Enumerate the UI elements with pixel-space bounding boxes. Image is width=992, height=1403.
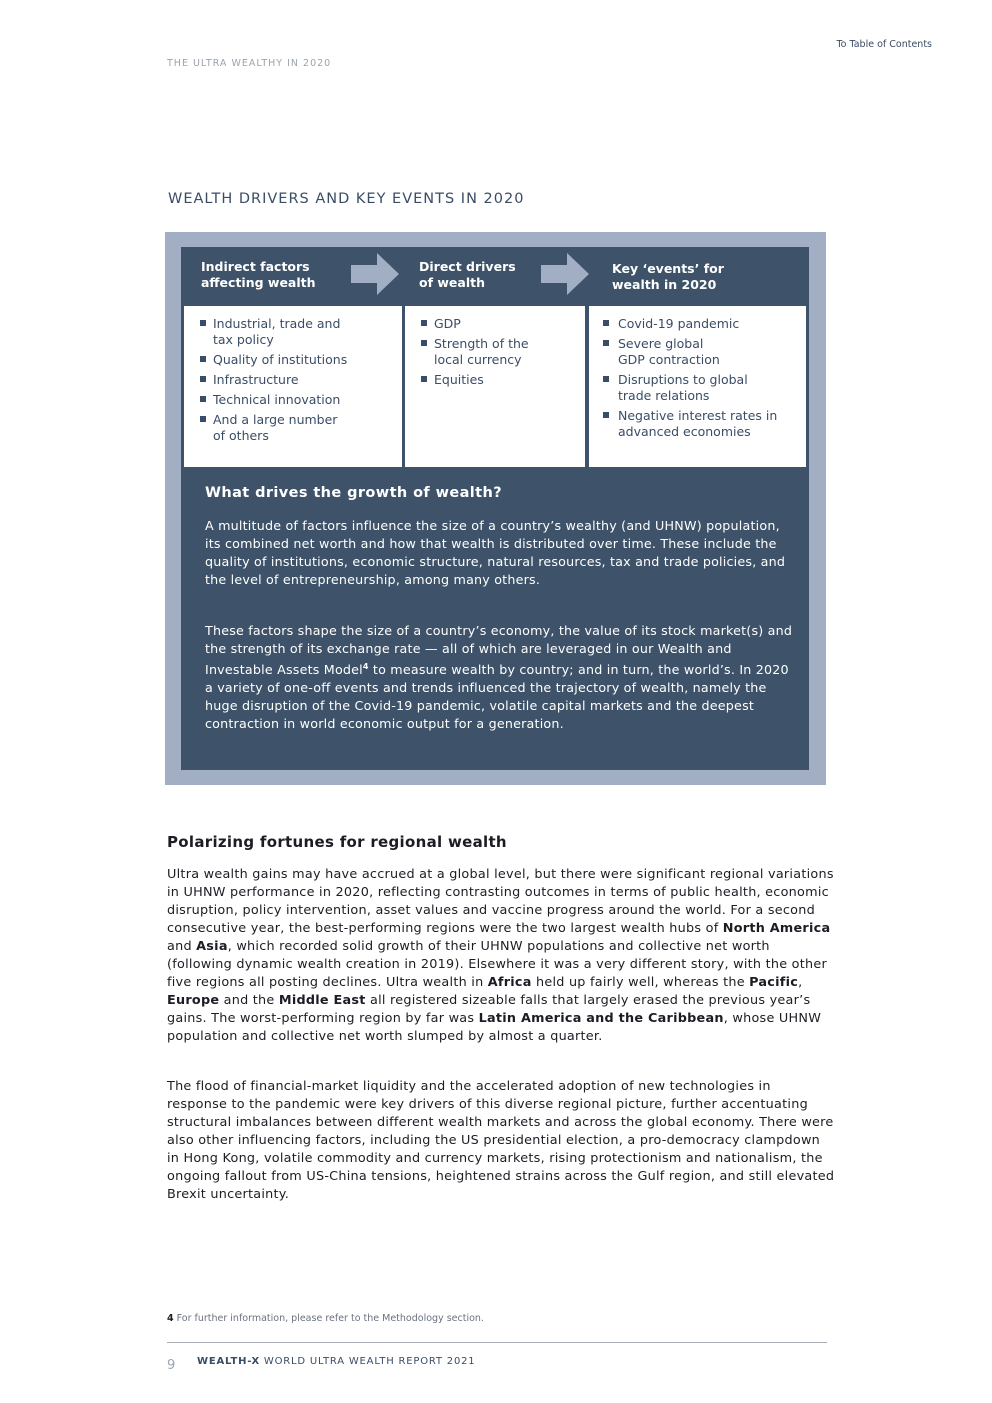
list-item: Severe global GDP contraction <box>589 336 806 368</box>
text-run: and the <box>219 993 279 1008</box>
wealth-drivers-figure <box>165 232 826 785</box>
region-name: Pacific <box>749 975 799 990</box>
footnote: 4 For further information, please refer to the Methodology section. <box>167 1313 484 1324</box>
region-name: Asia <box>196 939 228 954</box>
list-item: Strength of the local currency <box>405 336 585 368</box>
square-bullet-icon <box>603 340 609 346</box>
footer-report-title: WEALTH-X WORLD ULTRA WEALTH REPORT 2021 <box>197 1356 476 1367</box>
list-item: And a large number of others <box>184 412 402 444</box>
square-bullet-icon <box>421 376 427 382</box>
drives-paragraph-2: These factors shape the size of a country’s economy, the value of its stock market(s) and the strength of its exchange rate — all of which are leveraged in our Wealth and Investable Assets Model$^4$ to measure wealth by country; and in turn, the world’s. In 2020 a variety of one-off events and trends influenced the trajectory of wealth, namely the huge disruption of the Covid-19 pandemic, volatile capital markets and the deepest contraction in world economic output for a generation. <box>205 623 793 732</box>
square-bullet-icon <box>200 416 206 422</box>
region-name: Africa <box>487 975 532 990</box>
region-name: Latin America and the Caribbean <box>478 1011 724 1026</box>
text-run: held up fairly well, whereas the <box>531 975 750 990</box>
right-arrow-icon <box>541 253 591 295</box>
drives-paragraph-1: A multitude of factors influence the size of a country’s wealthy (and UHNW) population, its combined net worth and how that wealth is distributed over time. These include the quality of institutions, economic structure, natural resources, tax and trade policies, and the level of entrepreneurship, among many others. <box>205 518 786 587</box>
running-header: THE ULTRA WEALTHY IN 2020 <box>167 58 332 69</box>
list-item: Technical innovation <box>184 392 402 408</box>
page-number: 9 <box>167 1358 176 1373</box>
square-bullet-icon <box>603 412 609 418</box>
right-arrow-icon <box>351 253 401 295</box>
square-bullet-icon <box>603 376 609 382</box>
key-events-box <box>589 306 806 467</box>
square-bullet-icon <box>200 356 206 362</box>
text-run: , whose UHNW population and collective net worth slumped by almost a quarter. <box>167 1011 822 1044</box>
section-heading: Polarizing fortunes for regional wealth <box>167 833 507 851</box>
list-item: Negative interest rates in advanced economies <box>589 408 806 440</box>
key-events-list <box>589 316 806 440</box>
list-item: Infrastructure <box>184 372 402 388</box>
figure-title: WEALTH DRIVERS AND KEY EVENTS IN 2020 <box>168 191 525 207</box>
square-bullet-icon <box>200 320 206 326</box>
region-name: Europe <box>167 993 220 1008</box>
drives-heading: What drives the growth of wealth? <box>205 485 503 501</box>
footnote-number: 4 <box>167 1313 174 1324</box>
direct-drivers-box <box>405 306 585 467</box>
square-bullet-icon <box>603 320 609 326</box>
list-item: Industrial, trade and tax policy <box>184 316 402 348</box>
column-heading-indirect: Indirect factors affecting wealth <box>201 259 316 290</box>
text-run: Ultra wealth gains may have accrued at a global level, but there were significant regional variations in UHNW performance in 2020, reflecting contrasting outcomes in terms of public health, economic disruption, policy intervention, asset values and vaccine progress around the world. For a second consecutive year, the best-performing regions were the two largest wealth hubs of <box>167 867 834 936</box>
text-run: , <box>798 975 803 990</box>
list-item: Covid-19 pandemic <box>589 316 806 332</box>
square-bullet-icon <box>200 376 206 382</box>
footer-divider <box>167 1342 827 1343</box>
list-item: Equities <box>405 372 585 388</box>
square-bullet-icon <box>200 396 206 402</box>
square-bullet-icon <box>421 340 427 346</box>
list-item: GDP <box>405 316 585 332</box>
direct-drivers-list <box>405 316 585 388</box>
text-run: all registered sizeable falls that largely erased the previous year’s gains. The worst-performing region by far was <box>167 993 811 1026</box>
region-name: Middle East <box>278 993 366 1008</box>
figure-panel <box>181 247 809 770</box>
column-heading-direct: Direct drivers of wealth <box>419 259 516 290</box>
text-run: and <box>167 939 197 954</box>
square-bullet-icon <box>421 320 427 326</box>
indirect-factors-box <box>184 306 402 467</box>
footnote-reference[interactable]: 4 <box>362 662 369 671</box>
region-name: North America <box>722 921 831 936</box>
body-paragraph-1 <box>167 866 835 1046</box>
list-item: Quality of institutions <box>184 352 402 368</box>
table-of-contents-link[interactable]: To Table of Contents <box>836 39 932 50</box>
text-run: , which recorded solid growth of their UHNW populations and collective net worth (following dynamic wealth creation in 2019). Elsewhere it was a very different story, with the other five regions all posting declines. Ultra wealth in <box>167 939 828 990</box>
column-heading-events: Key ‘events’ for wealth in 2020 <box>612 261 724 292</box>
list-item: Disruptions to global trade relations <box>589 372 806 404</box>
indirect-factors-list <box>184 316 402 444</box>
body-paragraph-2: The flood of financial-market liquidity and the accelerated adoption of new technologies in response to the pandemic were key drivers of this diverse regional picture, further accentuating structural imbalances between different wealth markets and across the global economy. There were also other influencing factors, including the US presidential election, a pro-democracy clampdown in Hong Kong, volatile commodity and currency markets, rising protectionism and nationalism, the ongoing fallout from US-China tensions, heightened strains across the Gulf region, and still elevated Brexit uncertainty. <box>167 1079 835 1202</box>
